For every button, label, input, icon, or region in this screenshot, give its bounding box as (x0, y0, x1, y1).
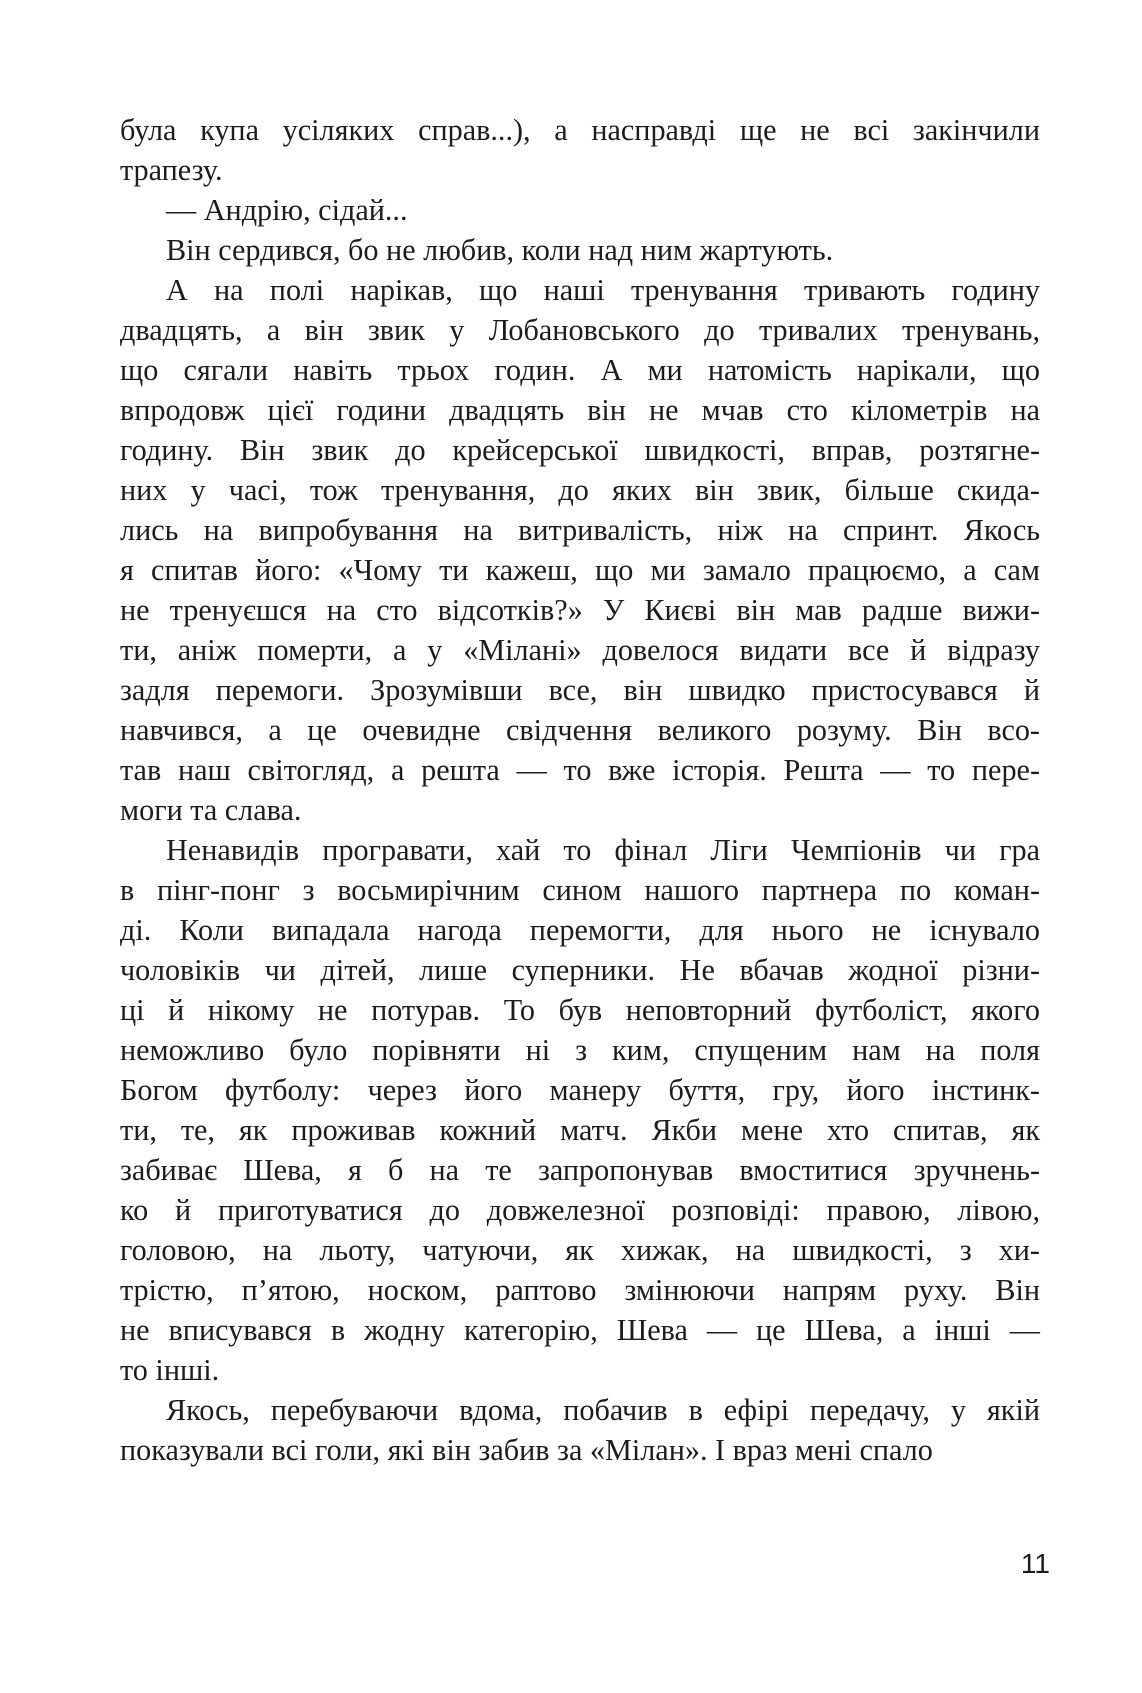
body-text (120, 110, 1040, 1470)
text-line: ді. Коли випадала нагода перемогти, для нього не існувало (120, 913, 1040, 947)
text-line: була купа усіляких справ...), а насправді ще не всі закінчили (120, 113, 1040, 147)
text-line: лись на випробування на витривалість, ніж на спринт. Якось (120, 513, 1040, 547)
paragraph (120, 110, 1040, 190)
text-line: неможливо було порівняти ні з ким, спущеним нам на поля (120, 1033, 1040, 1067)
text-line: Він сердився, бо не любив, коли над ним жартують. (166, 233, 834, 267)
text-line: Богом футболу: через його манеру буття, гру, його інстинк- (120, 1073, 1040, 1107)
paragraph (120, 270, 1040, 830)
text-line: них у часі, тож тренування, до яких він звик, більше скида- (120, 473, 1040, 507)
text-line: ці й нікому не потурав. То був неповторний футболіст, якого (120, 993, 1040, 1027)
text-line: ти, те, як проживав кожний матч. Якби мене хто спитав, як (120, 1113, 1040, 1147)
text-line: навчився, а це очевидне свідчення великого розуму. Він всо- (120, 713, 1040, 747)
text-line: що сягали навіть трьох годин. А ми натомість нарікали, що (120, 353, 1040, 387)
text-line: задля перемоги. Зрозумівши все, він швидко пристосувався й (120, 673, 1040, 707)
text-line: годину. Він звик до крейсерської швидкості, вправ, розтягне- (120, 433, 1040, 467)
text-line: ти, аніж померти, а у «Мілані» довелося видати все й відразу (120, 633, 1040, 667)
paragraph (120, 190, 1040, 230)
paragraph (120, 830, 1040, 1390)
text-line: двадцять, а він звик у Лобановського до тривалих тренувань, (120, 313, 1040, 347)
text-line: тав наш світогляд, а решта — то вже історія. Решта — то пере- (120, 753, 1040, 787)
text-line: трістю, п’ятою, носком, раптово змінюючи напрям руху. Він (120, 1273, 1040, 1307)
text-line: впродовж цієї години двадцять він не мчав сто кілометрів на (120, 393, 1040, 427)
text-line: не вписувався в жодну категорію, Шева — це Шева, а інші — (120, 1313, 1040, 1347)
page-number: 11 (1020, 1548, 1050, 1579)
text-line: трапезу. (120, 153, 223, 187)
paragraph (120, 230, 1040, 270)
text-line: не тренуєшся на сто відсотків?» У Києві він мав радше вижи- (120, 593, 1040, 627)
text-line: А на полі нарікав, що наші тренування тривають годину (166, 273, 1040, 307)
paragraph (120, 1390, 1040, 1470)
text-line: ко й приготуватися до довжелезної розповіді: правою, лівою, (120, 1193, 1040, 1227)
text-line: показували всі голи, які він забив за «Мілан». І враз мені спало (120, 1433, 933, 1467)
text-line: Якось, перебуваючи вдома, побачив в ефірі передачу, у якій (166, 1393, 1040, 1427)
text-line: я спитав його: «Чому ти кажеш, що ми замало працюємо, а сам (120, 553, 1040, 587)
text-line: чоловіків чи дітей, лише суперники. Не вбачав жодної різни- (120, 953, 1040, 987)
text-line: — Андрію, сідай... (166, 193, 408, 227)
text-line: то інші. (120, 1353, 220, 1387)
text-line: забиває Шева, я б на те запропонував вмоститися зручнень- (120, 1153, 1040, 1187)
text-line: головою, на льоту, чатуючи, як хижак, на швидкості, з хи- (120, 1233, 1040, 1267)
text-line: Ненавидів програвати, хай то фінал Ліги Чемпіонів чи гра (166, 833, 1040, 867)
text-line: в пінг-понг з восьмирічним сином нашого партнера по коман- (120, 873, 1040, 907)
text-line: моги та слава. (120, 793, 302, 827)
